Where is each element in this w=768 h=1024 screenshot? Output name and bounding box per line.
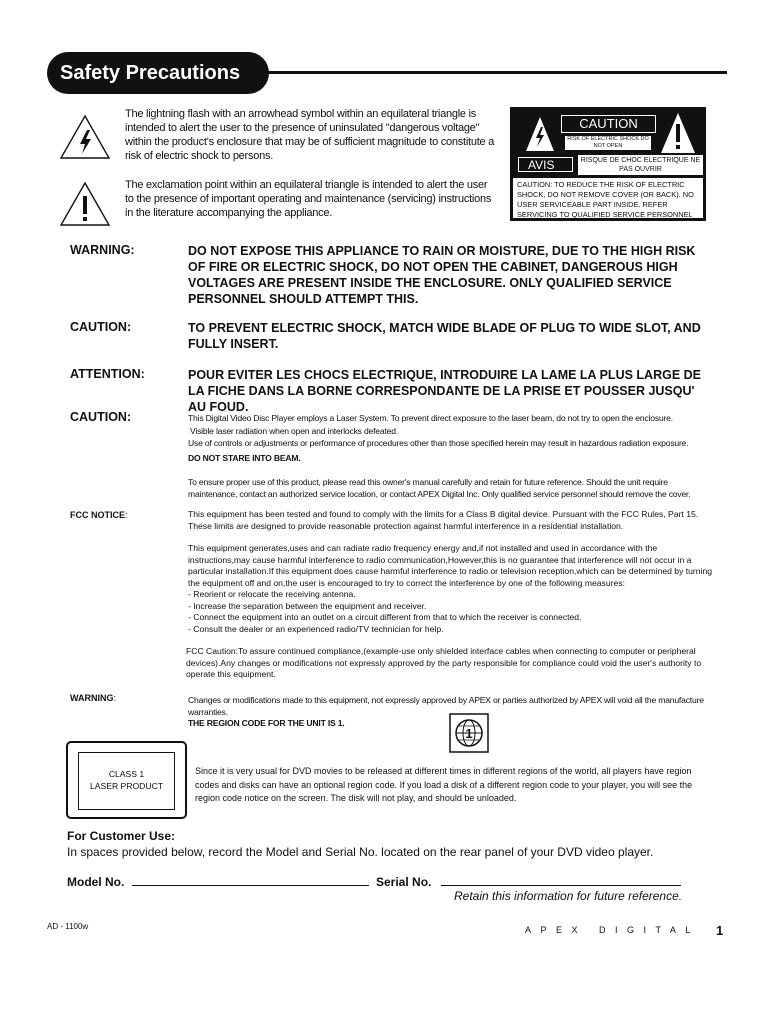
region-code-statement: THE REGION CODE FOR THE UNIT IS 1. bbox=[188, 718, 345, 728]
retain-note: Retain this information for future reference. bbox=[454, 889, 683, 903]
caution-heading: CAUTION bbox=[561, 115, 656, 133]
customer-use-instruction: In spaces provided below, record the Model and Serial No. located on the rear panel of your DVD video player. bbox=[67, 845, 654, 859]
risque-text: RISQUE DE CHOC ELECTRIQUE NE PAS OUVRIR bbox=[578, 155, 703, 175]
exclamation-description: The exclamation point within an equilateral triangle is intended to alert the user to the presence of important operating and maintenance (servicing) instructions in the literature accompanying the appliance. bbox=[125, 179, 492, 219]
exclamation-icon bbox=[660, 111, 696, 155]
serial-number-label: Serial No. bbox=[376, 875, 432, 889]
lightning-icon bbox=[525, 115, 555, 153]
laser-product: LASER PRODUCT bbox=[89, 781, 164, 791]
attention-text: POUR EVITER LES CHOCS ELECTRIQUE, INTRODUIRE LA LAME LA PLUS LARGE DE LA FICHE DANS LA BORNE CORRESPONDANTE DE LA PRISE ET POUSSER JUSQU' AU FOUD. bbox=[188, 368, 701, 414]
title-rule bbox=[262, 71, 727, 74]
model-number-label: Model No. bbox=[67, 875, 125, 889]
laser-class: CLASS 1 bbox=[108, 769, 145, 779]
footer-model: AD - 1100w bbox=[47, 922, 89, 931]
caution-label-box bbox=[510, 107, 706, 221]
warranty-warning-text: Changes or modifications made to this equipment, not expressly approved by APEX or parties authorized by APEX will void all the manufacture warranties. bbox=[188, 695, 704, 717]
model-number-field[interactable] bbox=[132, 885, 369, 886]
fcc-caution-text: FCC Caution:To assure continued compliance,(example-use only shielded interface cables when connecting to computer or peripheral devices).Any changes or modifications not expressly approved by the party responsible for compliance could void the user's authority to operate this equipment. bbox=[186, 646, 702, 679]
list-item: - Connect the equipment into an outlet on a circuit different from that to which the receiver is connected. bbox=[188, 612, 582, 622]
caution-footer-text: CAUTION: TO REDUCE THE RISK OF ELECTRIC SHOCK, DO NOT REMOVE COVER (OR BACK). NO USER SERVICEABLE PART INSIDE. REFER SERVICING TO QUALIFIED SERVICE PERSONNEL bbox=[513, 178, 703, 218]
risk-text: RISK OF ELECTRIC SHOCK DO NOT OPEN bbox=[565, 136, 651, 150]
laser-caution-label: CAUTION: bbox=[70, 410, 132, 424]
caution-label: CAUTION: bbox=[70, 320, 132, 334]
lightning-warning-icon bbox=[59, 113, 111, 161]
customer-use-heading: For Customer Use: bbox=[67, 829, 176, 843]
page-number: 1 bbox=[716, 923, 724, 938]
beam-warning: DO NOT STARE INTO BEAM. bbox=[188, 453, 301, 463]
lightning-description: The lightning flash with an arrowhead symbol within an equilateral triangle is intended to alert the user to the presence of uninsulated "dangerous voltage" within the product's enclosure that may be of sufficient magnitude to constitute a risk of electric shock to persons. bbox=[125, 108, 495, 162]
region-explanation: Since it is very usual for DVD movies to be released at different times in different regions of the world, all players have region codes and disks can have an optional region code. If you load a disk of a different region code to your player, you will see the region code notice on the screen. The disk will not play, and should be unloaded. bbox=[195, 766, 693, 803]
list-item: - Reorient or relocate the receiving antenna. bbox=[188, 589, 356, 599]
list-item: - Increase the separation between the equipment and receiver. bbox=[188, 600, 427, 611]
fcc-generates-text: This equipment generates,uses and can radiate radio frequency energy and,if not installed and used in accordance with the instructions,may cause harmful interference to radio communication,However,this is no guarantee that interference will not occur in a particular installation.If this equipment does cause harmful interference to radio or television reception,which can be determined by turning the equipment off and on,the user is encouraged to try to correct the interference by one of the following measures: bbox=[188, 543, 713, 588]
footer-brand: APEX DIGITAL bbox=[525, 925, 700, 935]
exclamation-warning-icon bbox=[59, 180, 111, 228]
warranty-warning-label: WARNING: bbox=[70, 693, 117, 703]
list-item: - Consult the dealer or an experienced radio/TV technician for help. bbox=[188, 623, 444, 634]
laser-caution-line2: Visible laser radiation when open and interlocks defeated. bbox=[190, 426, 399, 436]
region-globe-icon bbox=[449, 713, 489, 753]
warning-label: WARNING: bbox=[70, 243, 135, 257]
fcc-tested-text: This equipment has been tested and found to comply with the limits for a Class B digital device. Pursuant with the FCC Rules, Part 15. These limits are designed to provide reasonable protection against harmful interference in a residential installation. bbox=[188, 509, 699, 531]
laser-caution-line3: Use of controls or adjustments or performance of procedures other than those specified herein may result in hazardous radiation exposure. bbox=[188, 438, 689, 448]
avis-heading: AVIS bbox=[518, 157, 573, 172]
region-number: 1 bbox=[465, 726, 473, 741]
fcc-measures-list bbox=[188, 589, 713, 635]
attention-label: ATTENTION: bbox=[70, 367, 145, 381]
laser-caution-line1: This Digital Video Disc Player employs a Laser System. To prevent direct exposure to the laser beam, do not try to open the enclosure. bbox=[188, 413, 673, 423]
fcc-notice-label: FCC NOTICE: bbox=[70, 510, 128, 520]
proper-use-text: To ensure proper use of this product, please read this owner's manual carefully and retain for future reference. Should the unit require maintenance, contact an authorized service location, or contact APEX Digital Inc. Only qualified service personnel should remove the cover. bbox=[188, 477, 691, 499]
caution-text: TO PREVENT ELECTRIC SHOCK, MATCH WIDE BLADE OF PLUG TO WIDE SLOT, AND FULLY INSERT. bbox=[188, 321, 701, 351]
page-title: Safety Precautions bbox=[47, 52, 269, 94]
class1-laser-label bbox=[66, 741, 187, 819]
warning-text: DO NOT EXPOSE THIS APPLIANCE TO RAIN OR MOISTURE, DUE TO THE HIGH RISK OF FIRE OR ELECTRIC SHOCK, DO NOT OPEN THE CABINET, DANGEROUS HIGH VOLTAGES ARE PRESENT INSIDE THE ENCLOSURE. ONLY QUALIFIED SERVICE PERSONNEL SHOULD ATTEMPT THIS. bbox=[188, 244, 696, 306]
serial-number-field[interactable] bbox=[441, 885, 681, 886]
